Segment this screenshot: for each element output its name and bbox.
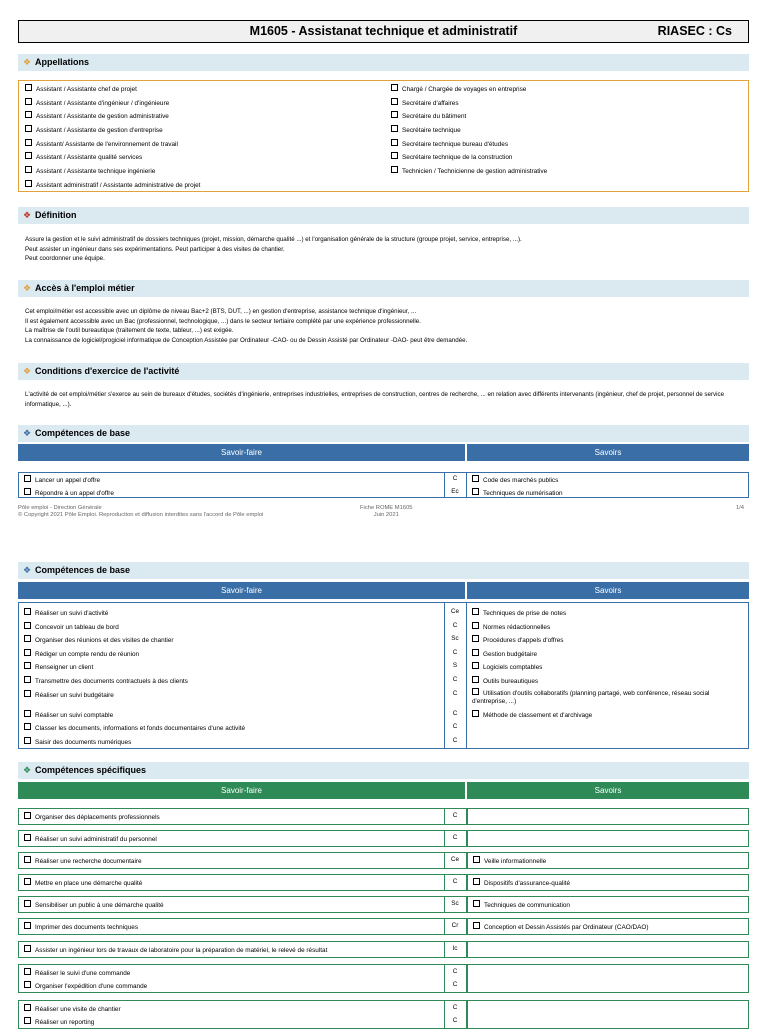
appellation-item [391,139,547,153]
definition-line: Assure la gestion et le suivi administratif de dossiers techniques (projet, mission, démarche qualité ...) et l'organisation générale de la structure (groupe projet, service, entreprise, ...). [25,236,522,243]
savoir-item-label: Conception et Dessin Assistés par Ordinateur (CAO/DAO) [484,924,649,931]
section-competences-base-2 [18,562,749,579]
appellation-item-label: Assistant / Assistante chef de projet [36,86,137,93]
table-row: Techniques de numérisation [472,488,563,497]
checkbox-icon [24,723,31,730]
specific-savoir-faire-box [18,918,467,935]
checkbox-icon [24,622,31,629]
table-row [24,635,174,644]
savoir-item-label: Dispositifs d'assurance-qualité [484,880,571,887]
appellation-item [25,166,200,180]
competences-base-table-1 [18,472,749,498]
checkbox-icon [24,878,31,885]
section-heading: Accès à l'emploi métier [35,283,135,293]
acces-line: Cet emploi/métier est accessible avec un diplôme de niveau Bac+2 (BTS, DUT, ...) en gestion d'entreprise, assistance technique d'ingénieur, ... [25,308,417,315]
column-divider [466,603,467,748]
level-code: S [452,662,458,669]
checkbox-icon [24,981,31,988]
savoir-item [472,662,542,671]
checkbox-icon [24,676,31,683]
specific-savoir-faire-box [18,964,467,993]
conditions-paragraph: L'activité de cet emploi/métier s'exerce au sein de bureaux d'études, sociétés d'ingénierie, entreprises industrielles, entreprises de construction, centres de recherche, ... en relation avec différents intervenants (ingénieur, chef de projet, personnel de service informatique, ...). [25,391,725,408]
specific-savoirs-box [467,941,749,958]
checkbox-icon [25,125,32,132]
level-code: Ce [450,608,460,615]
page-title: M1605 - Assistanat technique et administratif [249,24,518,38]
savoir-item-label: Techniques de communication [484,902,570,909]
table-row [24,945,327,954]
table-row-label: Saisir des documents numériques [35,738,132,746]
table-row-label: Réaliser un suivi administratif du personnel [35,836,157,843]
appellation-item-label: Assistant / Assistante qualité services [36,154,143,162]
table-row: Répondre à un appel d'offre [24,488,114,497]
appellation-item-label: Assistant administratif / Assistante administrative de projet [36,181,201,189]
specific-savoir-faire-box [18,852,467,869]
checkbox-icon [25,139,32,146]
savoir-item [473,900,570,909]
table-row-label: Réaliser un suivi comptable [35,712,114,719]
section-heading: Conditions d'exercice de l'activité [35,366,180,376]
specific-savoirs-box [467,874,749,891]
savoir-item-label: Utilisation d'outils collaboratifs (planning partagé, web conférence, réseau social d'entreprise, ...) [472,690,710,705]
appellation-item [391,125,547,139]
level-code: Sc [451,635,459,642]
table-row [24,922,138,931]
appellation-item [25,111,200,125]
checkbox-icon [24,690,31,697]
appellation-item-label: Secrétaire technique de la construction [402,154,513,162]
appellation-item-label: Secrétaire du bâtiment [402,113,467,121]
savoir-item [472,649,537,658]
checkbox-icon [25,111,32,118]
specific-savoir-faire-box [18,830,467,847]
checkbox-icon [472,488,479,495]
diamond-icon: ❖ [23,57,32,67]
table-row-label: Réaliser une visite de chantier [35,1006,121,1013]
checkbox-icon [24,649,31,656]
appellation-item-label: Assistant / Assistante d'ingénieur / d'ingénieure [36,99,170,107]
table-row-label: Mettre en place une démarche qualité [35,880,143,887]
section-heading: Compétences de base [35,428,131,438]
diamond-icon: ❖ [23,366,32,376]
level-code: C [452,1016,458,1024]
appellation-item [25,98,200,112]
column-header-savoir-faire: Savoir-faire [18,782,465,799]
table-row-label: Imprimer des documents techniques [35,924,139,931]
section-conditions [18,363,749,380]
level-code: Ec [451,488,459,495]
conditions-text [25,390,749,409]
appellation-item [25,180,200,194]
checkbox-icon [473,922,480,929]
specific-savoir-faire-box [18,941,467,958]
level-code: C [452,723,458,730]
checkbox-icon [24,475,31,482]
table-row-label: Concevoir un tableau de bord [35,623,119,631]
section-competences-base [18,425,749,442]
level-code: C [452,1004,458,1011]
level-code: C [452,736,458,744]
column-header-savoirs: Savoirs [467,782,749,799]
acces-line: La maîtrise de l'outil bureautique (traitement de texte, tableur, ...) est exigée. [25,327,234,335]
level-code: C [452,621,458,629]
table-row [24,690,114,699]
table-row [24,812,160,821]
checkbox-icon [391,166,398,173]
appellation-item-label: Technicien / Technicienne de gestion administrative [402,168,548,176]
savoir-item-label: Veille informationnelle [484,858,547,865]
checkbox-icon [472,649,479,656]
section-appellations [18,54,749,71]
savoir-item [472,688,744,706]
appellation-item-label: Secrétaire technique [402,127,461,135]
diamond-icon: ❖ [23,283,32,293]
appellation-item-label: Secrétaire d'affaires [402,99,459,107]
section-heading: Appellations [35,57,90,67]
table-row [24,968,130,977]
checkbox-icon [24,1017,31,1024]
checkbox-icon [24,834,31,841]
table-row-label: Assister un ingénieur lors de travaux de laboratoire pour la préparation de matériel, le relevé de résultat [35,947,328,954]
level-code: C [452,968,458,975]
table-row-label: Sensibiliser un public à une démarche qualité [35,902,164,909]
level-code: Cr [451,922,459,929]
column-divider [466,473,467,497]
savoir-item-label: Normes rédactionnelles [483,623,551,631]
table-row [24,900,164,909]
table-row [24,737,131,746]
savoir-item [473,922,648,931]
checkbox-icon [472,662,479,669]
checkbox-icon [24,900,31,907]
appellation-item [25,152,200,166]
section-definition [18,207,749,224]
appellation-item [391,166,547,180]
diamond-icon: ❖ [23,210,32,220]
appellation-item [25,84,200,98]
checkbox-icon [25,152,32,159]
diamond-icon: ❖ [23,765,32,775]
definition-line: Peut assister un ingénieur dans ses expérimentations. Peut participer à des visites de chantier. [25,245,285,253]
checkbox-icon [25,166,32,173]
savoir-item [472,635,563,644]
specific-savoirs-box [467,964,749,993]
checkbox-icon [24,812,31,819]
checkbox-icon [391,139,398,146]
section-competences-specifiques [18,762,749,779]
checkbox-icon [391,152,398,159]
savoir-item [472,622,550,631]
table-row-label: Renseigner un client [35,664,94,671]
checkbox-icon [472,710,479,717]
acces-text [25,307,751,345]
specific-savoirs-box [467,918,749,935]
table-row-label: Organiser des réunions et des visites de chantier [35,637,174,644]
checkbox-icon [24,635,31,642]
level-code: C [452,690,458,697]
savoir-item [473,878,570,887]
appellation-item [391,111,547,125]
table-row-label: Réaliser un suivi d'activité [35,610,109,617]
checkbox-icon [25,180,32,187]
definition-line: Peut coordonner une équipe. [25,255,105,263]
table-row: Lancer un appel d'offre [24,475,100,484]
savoir-item [472,710,592,719]
footer-middle: Fiche ROME M1605 Juin 2021 [360,505,413,518]
savoir-item-label: Techniques de prise de notes [483,610,567,617]
specific-savoir-faire-box [18,874,467,891]
acces-line: La connaissance de logiciel/progiciel informatique de Conception Assistée par Ordinateur -CAO- ou de Dessin Assisté par Ordinateur -DAO- peut être demandée. [25,336,468,344]
checkbox-icon [25,84,32,91]
appellations-box [18,80,749,192]
acces-line: Il est également accessible avec un Bac (professionnel, technologique, ...) dans le secteur tertiaire complété par une expérience professionnelle. [25,317,421,325]
checkbox-icon [24,488,31,495]
checkbox-icon [391,98,398,105]
savoir-item-label: Procédures d'appels d'offres [483,637,564,644]
level-code: C [452,675,458,683]
specific-savoir-faire-box [18,808,467,825]
level-code: C [452,834,458,841]
appellation-item [391,98,547,112]
appellation-item [25,139,200,153]
section-heading: Compétences spécifiques [35,765,147,775]
table-row [24,1004,121,1013]
specific-savoir-faire-box [18,1000,467,1029]
checkbox-icon [473,900,480,907]
level-code: C [452,980,458,988]
table-row-label: Réaliser le suivi d'une commande [35,970,131,977]
level-code: C [452,710,458,717]
checkbox-icon [391,125,398,132]
specific-savoir-faire-box [18,896,467,913]
checkbox-icon [472,608,479,615]
level-code: Ic [452,945,458,952]
column-header-savoirs: Savoirs [467,444,749,461]
checkbox-icon [24,945,31,952]
table-row-label: Réaliser un reporting [35,1018,95,1026]
savoir-item [473,856,546,865]
section-heading: Compétences de base [35,565,131,575]
checkbox-icon [391,111,398,118]
table-row [24,622,119,631]
table-row [24,676,188,685]
table-row-label: Organiser des déplacements professionnels [35,814,160,821]
table-row [24,856,142,865]
level-code: Sc [451,900,459,907]
checkbox-icon [24,968,31,975]
riasec-code: RIASEC : Cs [657,24,732,38]
table-row: Code des marchés publics [472,475,558,484]
column-header-savoirs: Savoirs [467,582,749,599]
savoir-item [472,676,538,685]
savoir-item-label: Outils bureautiques [483,677,539,685]
appellation-item [391,152,547,166]
savoir-item [472,608,566,617]
level-code: C [452,812,458,819]
checkbox-icon [473,856,480,863]
specific-savoirs-box [467,808,749,825]
column-header-savoir-faire: Savoir-faire [18,444,465,461]
level-code: C [452,475,458,482]
table-row-label: Réaliser un suivi budgétaire [35,692,114,699]
table-row-label: Classer les documents, informations et fonds documentaires d'une activité [35,725,246,732]
checkbox-icon [391,84,398,91]
table-row [24,662,93,671]
checkbox-icon [24,608,31,615]
specific-savoirs-box [467,896,749,913]
table-row [24,1017,94,1026]
checkbox-icon [472,635,479,642]
appellation-item [391,84,547,98]
table-row-label: Transmettre des documents contractuels à des clients [35,677,188,685]
specific-savoirs-box [467,1000,749,1029]
table-row [24,723,245,732]
checkbox-icon [473,878,480,885]
checkbox-icon [472,676,479,683]
table-row [24,981,147,990]
appellation-item [25,125,200,139]
appellation-item-label: Assistant / Assistante technique ingénierie [36,168,156,176]
diamond-icon: ❖ [23,565,32,575]
checkbox-icon [24,662,31,669]
appellation-item-label: Assistant / Assistante de gestion d'entreprise [36,127,163,135]
footer-left: Pôle emploi - Direction Générale © Copyright 2021 Pôle Emploi. Reproduction et diffusion interdites sans l'accord de Pôle emploi [18,505,264,518]
column-header-savoir-faire: Savoir-faire [18,582,465,599]
table-row [24,878,142,887]
appellations-left-column [25,84,200,194]
checkbox-icon [24,922,31,929]
appellation-item-label: Chargé / Chargée de voyages en entreprise [402,86,527,93]
page-title-box [18,20,749,43]
section-acces [18,280,749,297]
appellation-item-label: Secrétaire technique bureau d'études [402,140,509,148]
level-code: C [452,648,458,656]
level-code: Ce [450,856,460,863]
appellations-right-column [391,84,547,180]
checkbox-icon [25,98,32,105]
table-row [24,710,113,719]
table-row [24,649,139,658]
table-row [24,834,157,843]
definition-text [25,235,751,264]
table-row-label: Organiser l'expédition d'une commande [35,982,148,990]
footer-page-number: 1/4 [735,505,744,511]
table-row-label: Rédiger un compte rendu de réunion [35,650,140,658]
checkbox-icon [24,1004,31,1011]
savoir-item-label: Logiciels comptables [483,664,543,671]
checkbox-icon [24,737,31,744]
savoir-item-label: Méthode de classement et d'archivage [483,712,593,719]
table-row-label: Réaliser une recherche documentaire [35,858,142,865]
appellation-item-label: Assistant / Assistante de gestion administrative [36,113,169,121]
section-heading: Définition [35,210,77,220]
specific-savoirs-box [467,852,749,869]
checkbox-icon [472,688,479,695]
checkbox-icon [24,710,31,717]
checkbox-icon [24,856,31,863]
appellation-item-label: Assistant/ Assistante de l'environnement de travail [36,140,178,148]
savoir-item-label: Gestion budgétaire [483,650,538,658]
specific-savoirs-box [467,830,749,847]
table-row [24,608,108,617]
competences-base-table-2 [18,602,749,749]
level-code: C [452,878,458,885]
diamond-icon: ❖ [23,428,32,438]
checkbox-icon [472,622,479,629]
checkbox-icon [472,475,479,482]
